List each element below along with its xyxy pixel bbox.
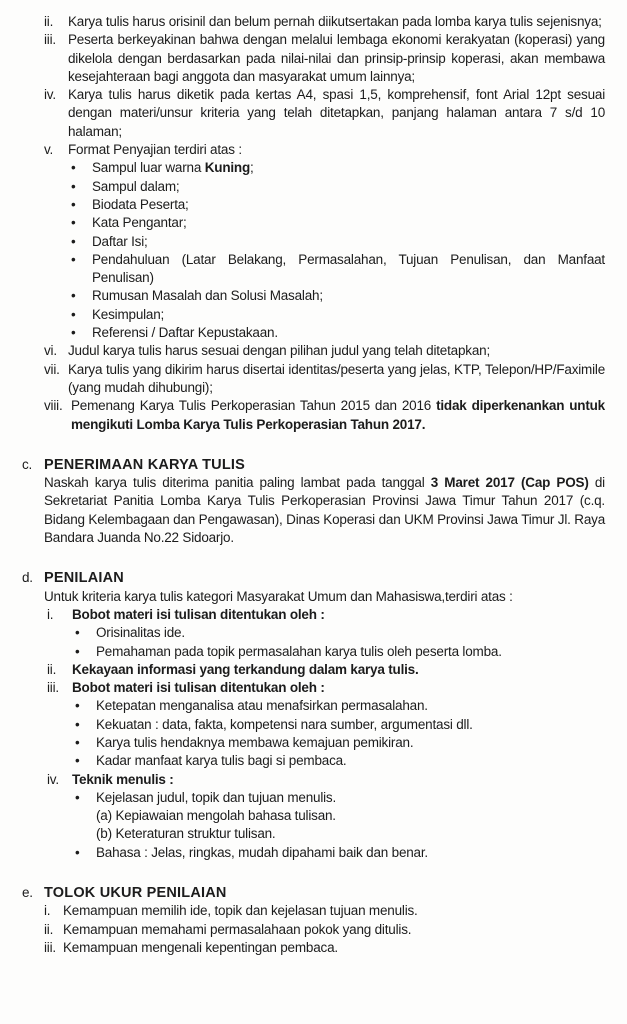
bullet-icon: • [75,844,80,860]
list-item-body [68,141,605,342]
paragraph-bold: 3 Maret 2017 (Cap POS) [430,475,589,491]
bullet-item [71,324,605,342]
bullet-icon: • [75,753,80,769]
bullet-icon: • [71,233,76,249]
bullet-item [75,697,605,715]
list-item-iii [44,31,605,86]
list-item-body [72,771,605,862]
bullet-text-pre: Pendahuluan (Latar Belakang, Permasalahan, Tujuan Penulisan, dan Manfaat Penulisan) [92,251,605,286]
bullet-text [92,287,605,305]
sub-bullet-list [72,624,605,661]
section-title: TOLOK UKUR PENILAIAN [44,885,227,902]
list-item-text: Judul karya tulis harus sesuai dengan pilihan judul yang telah ditetapkan; [68,343,490,359]
bullet-item [71,233,605,251]
bullet-text [92,324,605,342]
bullet-text: Kejelasan judul, topik dan tujuan menulis. [96,789,337,805]
section-letter: c. [22,456,33,472]
bullet-icon: • [75,698,80,714]
tolok-item-i [44,902,605,920]
list-item-number: iii. [44,32,56,48]
bullet-icon: • [75,716,80,732]
item-viii-text-pre: Pemenang Karya Tulis Perkoperasian Tahun 2015 dan 2016 [71,398,437,414]
bullet-icon: • [75,643,80,659]
bullet-text-bold: Kuning [204,160,251,176]
bullet-item [71,159,605,177]
bullet-icon: • [71,196,76,212]
section-penilaian [22,569,605,862]
bullet-icon: • [71,251,76,267]
list-item-text: Karya tulis yang dikirim harus disertai identitas/peserta yang jelas, KTP, Telepon/HP/Faximile (yang mudah dihubungi); [68,361,605,395]
bullet-item [71,251,605,288]
bullet-text [92,159,605,177]
tolok-item-ii [44,921,605,939]
bullet-text-pre: Kata Pengantar; [92,215,187,231]
list-item-vi [44,342,605,360]
bullet-icon: • [71,178,76,194]
item-viii-text-bold: tidak diperkenankan untuk mengikuti Lomba Karya Tulis Perkoperasian Tahun 2017. [71,398,605,432]
bullet-text [92,233,605,251]
list-item-text: Karya tulis harus diketik pada kertas A4, spasi 1,5, komprehensif, font Arial 12pt sesuai dengan materi/unsur kriteria yang telah ditetapkan, panjang halaman antara 7 s/d 10 halaman; [68,87,605,139]
bullet-icon: • [71,306,76,322]
bullet-text-pre: Referensi / Daftar Kepustakaan. [92,325,278,341]
list-item-number: i. [47,606,54,622]
bullet-item [75,844,605,862]
list-item-heading: Bobot materi isi tulisan ditentukan oleh : [72,680,325,696]
requirements-list [22,13,605,434]
list-item-heading: Teknik menulis : [72,771,174,787]
section-intro: Untuk kriteria karya tulis kategori Masyarakat Umum dan Mahasiswa,terdiri atas : [44,588,513,604]
list-item-heading: Bobot materi isi tulisan ditentukan oleh : [72,606,325,622]
list-item-number: iii. [47,680,59,696]
bullet-text: Orisinalitas ide. [96,625,185,641]
list-item-text: Format Penyajian terdiri atas : [68,142,242,158]
bullet-icon: • [75,789,80,805]
sub-bullet-list [72,789,605,862]
format-bullet-list [68,159,605,342]
bullet-text [92,251,605,288]
section-heading [22,456,605,474]
bullet-text: Kadar manfaat karya tulis bagi si pembaca. [96,753,347,769]
bullet-item [71,214,605,232]
bullet-text-post: ; [250,160,254,176]
list-item-number: ii. [47,661,57,677]
sub-point-a: (a) Kepiawaian mengolah bahasa tulisan. [96,808,336,824]
tolok-item-iii [44,939,605,957]
list-item-text: Kemampuan memilih ide, topik dan kejelasan tujuan menulis. [63,903,418,919]
section-tolok-ukur-penilaian [22,884,605,957]
section-heading [22,569,605,587]
paragraph-pre: Naskah karya tulis diterima panitia paling lambat pada tanggal [44,475,431,491]
penilaian-item-i [47,606,605,661]
bullet-item [75,624,605,642]
bullet-text-pre: Sampul luar warna [92,160,205,176]
bullet-text [92,178,605,196]
bullet-text-pre: Kesimpulan; [92,306,165,322]
bullet-item [71,196,605,214]
section-letter: e. [22,885,33,901]
list-item-number: iii. [44,939,56,955]
list-item-ii [44,13,605,31]
bullet-item [75,734,605,752]
bullet-item [71,178,605,196]
bullet-text: Pemahaman pada topik permasalahan karya tulis oleh peserta lomba. [96,643,502,659]
bullet-icon: • [71,325,76,341]
list-item-text: Karya tulis harus orisinil dan belum pernah diikutsertakan pada lomba karya tulis sejenisnya; [68,14,602,29]
list-item-number: viii. [44,398,63,414]
section-title: PENILAIAN [44,570,124,587]
penilaian-item-iii [47,679,605,770]
penilaian-list [22,606,605,862]
bullet-icon: • [75,625,80,641]
bullet-item [71,306,605,324]
list-item-number: iv. [44,87,56,103]
bullet-item [75,789,605,844]
list-item-iv [44,86,605,141]
list-item-number: i. [44,903,51,919]
list-item-text [71,397,605,434]
list-item-body [72,679,605,770]
bullet-text [92,196,605,214]
section-heading [22,884,605,902]
bullet-text-pre: Biodata Peserta; [92,196,189,212]
bullet-text: Kekuatan : data, fakta, kompetensi nara sumber, argumentasi dll. [96,716,473,732]
list-item-number: v. [44,142,54,158]
list-item-heading: Kekayaan informasi yang terkandung dalam karya tulis. [72,661,419,677]
bullet-text: Bahasa : Jelas, ringkas, mudah dipahami baik dan benar. [96,844,428,860]
list-item-number: ii. [44,14,54,29]
list-item-number: iv. [47,771,59,787]
sub-bullet-list [72,697,605,770]
list-item-number: vi. [44,343,57,359]
bullet-text [92,306,605,324]
section-letter: d. [22,570,33,586]
bullet-icon: • [71,215,76,231]
list-item-body [72,606,605,661]
section-penerimaan-karya-tulis [22,456,605,547]
bullet-text [92,214,605,232]
list-item-text: Kemampuan mengenali kepentingan pembaca. [63,939,338,955]
bullet-text: Karya tulis hendaknya membawa kemajuan pemikiran. [96,734,414,750]
bullet-icon: • [71,288,76,304]
bullet-icon: • [75,734,80,750]
section-title: PENERIMAAN KARYA TULIS [44,456,245,473]
bullet-text-pre: Daftar Isi; [92,233,148,249]
bullet-item [75,716,605,734]
bullet-body [96,789,605,844]
penilaian-item-ii [47,661,605,679]
section-paragraph [44,474,605,547]
list-item-text: Peserta berkeyakinan bahwa dengan melalui lembaga ekonomi kerakyatan (koperasi) yang dikelola dengan berdasarkan pada nilai-nilai dan prinsip-prinsip koperasi, akan membawa kesejahteraan bagi anggota dan masyarakat umum lainnya; [68,32,605,84]
list-item-viii [44,397,605,434]
bullet-item [75,643,605,661]
list-item-number: ii. [44,921,54,937]
penilaian-item-iv [47,771,605,862]
bullet-text: Ketepatan menganalisa atau menafsirkan permasalahan. [96,698,428,714]
bullet-item [75,752,605,770]
bullet-item [71,287,605,305]
tolok-ukur-list [22,902,605,957]
bullet-icon: • [71,160,76,176]
bullet-text-pre: Rumusan Masalah dan Solusi Masalah; [92,288,323,304]
list-item-vii [44,361,605,398]
sub-point-b: (b) Keteraturan struktur tulisan. [96,826,276,842]
list-item-number: vii. [44,361,60,377]
bullet-text-pre: Sampul dalam; [92,178,180,194]
paragraph-post: di Sekretariat Panitia Lomba Karya Tulis Perkoperasian Provinsi Jawa Timur Tahun 2017 (c.q. Bidang Kelembagaan dan Pengawasan), Dinas Koperasi dan UKM Provinsi Jawa Timur Jl. Raya Bandara Juanda No.22 Sidoarjo. [44,475,605,546]
list-item-text: Kemampuan memahami permasalahaan pokok yang ditulis. [63,921,412,937]
list-item-v [44,141,605,342]
